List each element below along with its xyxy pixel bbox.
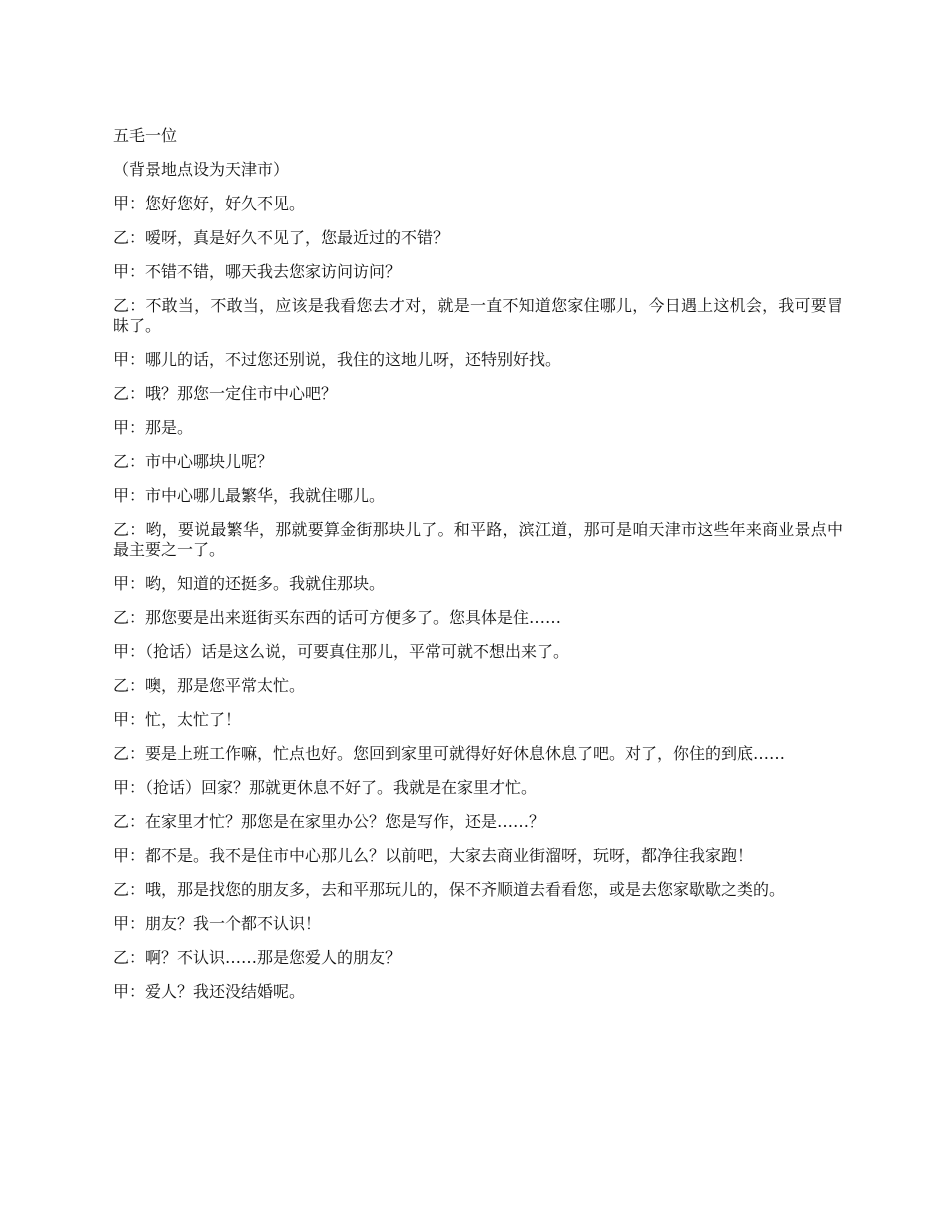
dialogue-line: 甲：哪儿的话，不过您还别说，我住的这地儿呀，还特别好找。 — [113, 350, 562, 369]
dialogue-line: 乙：哦，那是找您的朋友多，去和平那玩儿的，保不齐顺道去看看您，或是去您家歇歇之类的。 — [113, 880, 786, 899]
dialogue-line: 乙：不敢当，不敢当，应该是我看您去才对，就是一直不知道您家住哪儿，今日遇上这机会，我可要冒昧了。 — [113, 296, 843, 335]
dialogue-line: 乙：市中心哪块儿呢？ — [113, 452, 274, 471]
dialogue-line: 乙：哦？那您一定住市中心吧？ — [113, 384, 338, 403]
dialogue-line: 甲：哟，知道的还挺多。我就住那块。 — [113, 574, 386, 593]
document-body — [113, 126, 843, 1016]
dialogue-line: 乙：哟，要说最繁华，那就要算金街那块儿了。和平路，滨江道，那可是咱天津市这些年来商业景点中最主要之一了。 — [113, 520, 843, 559]
dialogue-line: 乙：在家里才忙？那您是在家里办公？您是写作，还是……？ — [113, 812, 546, 831]
setting-note: （背景地点设为天津市） — [113, 160, 290, 179]
dialogue-line: 甲：市中心哪儿最繁华，我就住哪儿。 — [113, 486, 386, 505]
dialogue-line: 甲：爱人？我还没结婚呢。 — [113, 982, 306, 1001]
dialogue-line: 甲：那是。 — [113, 418, 194, 437]
dialogue-line: 甲：（抢话）回家？那就更休息不好了。我就是在家里才忙。 — [113, 778, 538, 797]
dialogue-line: 甲：不错不错，哪天我去您家访问访问？ — [113, 262, 402, 281]
document-title: 五毛一位 — [113, 126, 178, 145]
dialogue-line: 乙：那您要是出来逛街买东西的话可方便多了。您具体是住…… — [113, 608, 562, 627]
dialogue-line: 甲：忙，太忙了！ — [113, 710, 242, 729]
dialogue-line: 甲：您好您好，好久不见。 — [113, 194, 306, 213]
dialogue-line: 乙：嗳呀，真是好久不见了，您最近过的不错？ — [113, 228, 450, 247]
dialogue-line: 乙：噢，那是您平常太忙。 — [113, 676, 306, 695]
dialogue-line: 乙：啊？不认识……那是您爱人的朋友？ — [113, 948, 402, 967]
dialogue-line: 乙：要是上班工作嘛，忙点也好。您回到家里可就得好好休息休息了吧。对了，你住的到底…… — [113, 744, 786, 763]
dialogue-line: 甲：（抢话）话是这么说，可要真住那儿，平常可就不想出来了。 — [113, 642, 570, 661]
dialogue-line: 甲：都不是。我不是住市中心那儿么？以前吧，大家去商业街溜呀，玩呀，都净往我家跑！ — [113, 846, 754, 865]
dialogue-line: 甲：朋友？我一个都不认识！ — [113, 914, 322, 933]
